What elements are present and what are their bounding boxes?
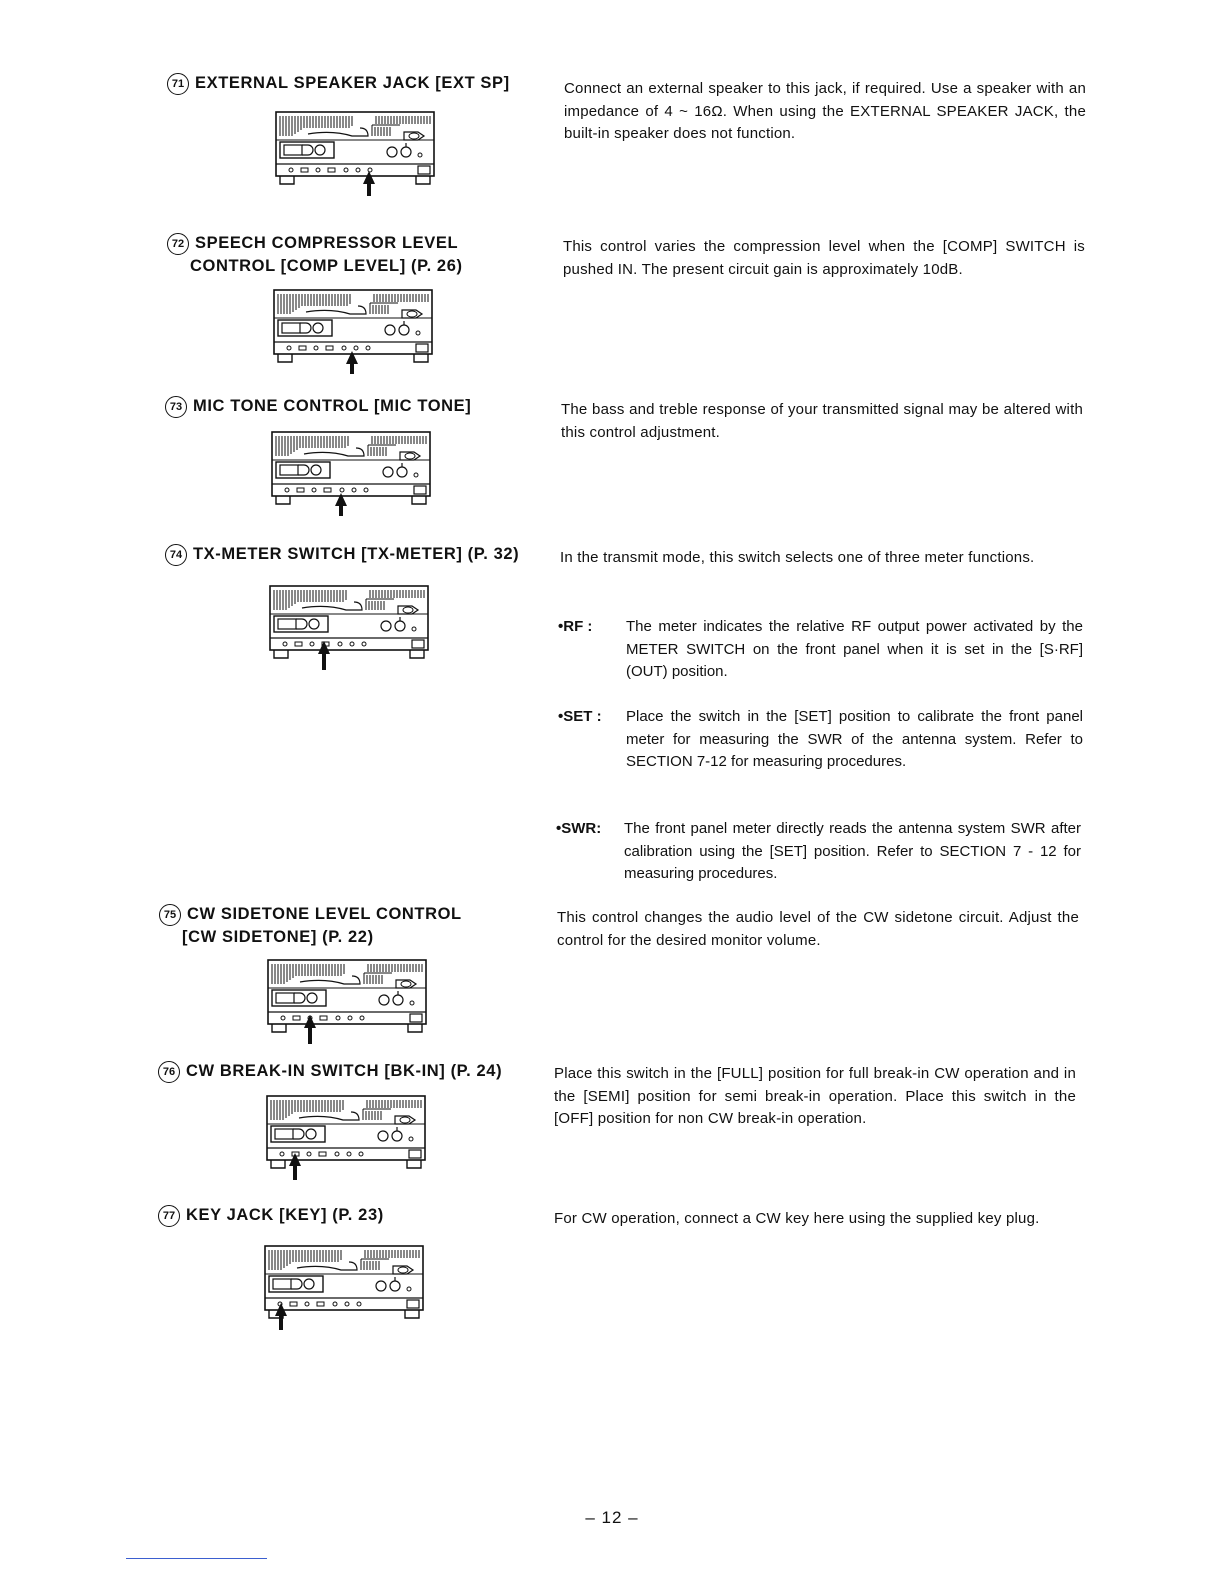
bullet-key: •SET :	[558, 708, 602, 725]
entry-description: Connect an external speaker to this jack, if required. Use a speaker with an impedance of 4 ~ 16Ω. When using the EXTERNAL SPEAKER JACK, the built-in speaker does not function.	[564, 80, 1086, 142]
title-text: TX-METER SWITCH [TX-METER] (P. 32)	[193, 545, 520, 563]
entry-description: Place this switch in the [FULL] position for full break-in CW operation and in the [SEMI] position for semi break-in operation. Place this switch in the [OFF] position for non CW break-in operation.	[554, 1065, 1076, 1127]
radio-rear-panel-illustration	[268, 430, 434, 516]
item-number: 72	[167, 233, 189, 255]
item-number: 73	[165, 396, 187, 418]
title-text-line2: CONTROL [COMP LEVEL] (P. 26)	[190, 257, 463, 275]
title-text-line2: [CW SIDETONE] (P. 22)	[182, 928, 374, 946]
bullet-text: The front panel meter directly reads the antenna system SWR after calibration using the [SET] position. Refer to SECTION 7 - 12 for measuring procedures.	[624, 820, 1081, 882]
entry-title	[158, 1060, 502, 1083]
entry-description: This control varies the compression level when the [COMP] SWITCH is pushed IN. The present circuit gain is approximately 10dB.	[563, 238, 1085, 278]
item-number: 77	[158, 1205, 180, 1227]
entry-description: The bass and treble response of your transmitted signal may be altered with this control adjustment.	[561, 401, 1083, 441]
bullet-key: •SWR:	[556, 820, 602, 837]
radio-rear-panel-illustration	[264, 958, 430, 1044]
bullet-text: The meter indicates the relative RF output power activated by the METER SWITCH on the front panel when it is set in the [S·RF] (OUT) position.	[626, 618, 1083, 680]
radio-rear-panel-illustration	[266, 584, 432, 670]
item-number: 74	[165, 544, 187, 566]
item-number: 76	[158, 1061, 180, 1083]
title-text: MIC TONE CONTROL [MIC TONE]	[193, 397, 472, 415]
radio-rear-panel-illustration	[272, 110, 438, 196]
entry-title	[167, 232, 463, 277]
entry-description: For CW operation, connect a CW key here using the supplied key plug.	[554, 1210, 1040, 1227]
entry-description: This control changes the audio level of the CW sidetone circuit. Adjust the control for the desired monitor volume.	[557, 909, 1079, 949]
radio-rear-panel-illustration	[270, 288, 436, 374]
entry-title	[167, 72, 510, 95]
entry-title	[165, 395, 471, 418]
bullet-set	[558, 706, 1083, 774]
footer-rule	[126, 1558, 267, 1559]
title-text: EXTERNAL SPEAKER JACK [EXT SP]	[195, 74, 510, 92]
entry-title	[165, 543, 519, 566]
bullet-swr	[556, 818, 1081, 886]
entry-title	[158, 1204, 384, 1227]
item-number: 75	[159, 904, 181, 926]
entry-description: In the transmit mode, this switch selects one of three meter functions.	[560, 549, 1035, 566]
item-number: 71	[167, 73, 189, 95]
radio-rear-panel-illustration	[261, 1244, 427, 1330]
title-text: SPEECH COMPRESSOR LEVEL	[195, 234, 459, 252]
bullet-key: •RF :	[558, 618, 593, 635]
title-text: KEY JACK [KEY] (P. 23)	[186, 1206, 384, 1224]
entry-title	[159, 903, 462, 948]
bullet-rf	[558, 616, 1083, 684]
page-number: – 12 –	[585, 1508, 639, 1527]
title-text: CW SIDETONE LEVEL CONTROL	[187, 905, 462, 923]
bullet-text: Place the switch in the [SET] position to calibrate the front panel meter for measuring the SWR of the antenna system. Refer to SECTION 7-12 for measuring procedures.	[626, 708, 1083, 770]
title-text: CW BREAK-IN SWITCH [BK-IN] (P. 24)	[186, 1062, 503, 1080]
radio-rear-panel-illustration	[263, 1094, 429, 1180]
